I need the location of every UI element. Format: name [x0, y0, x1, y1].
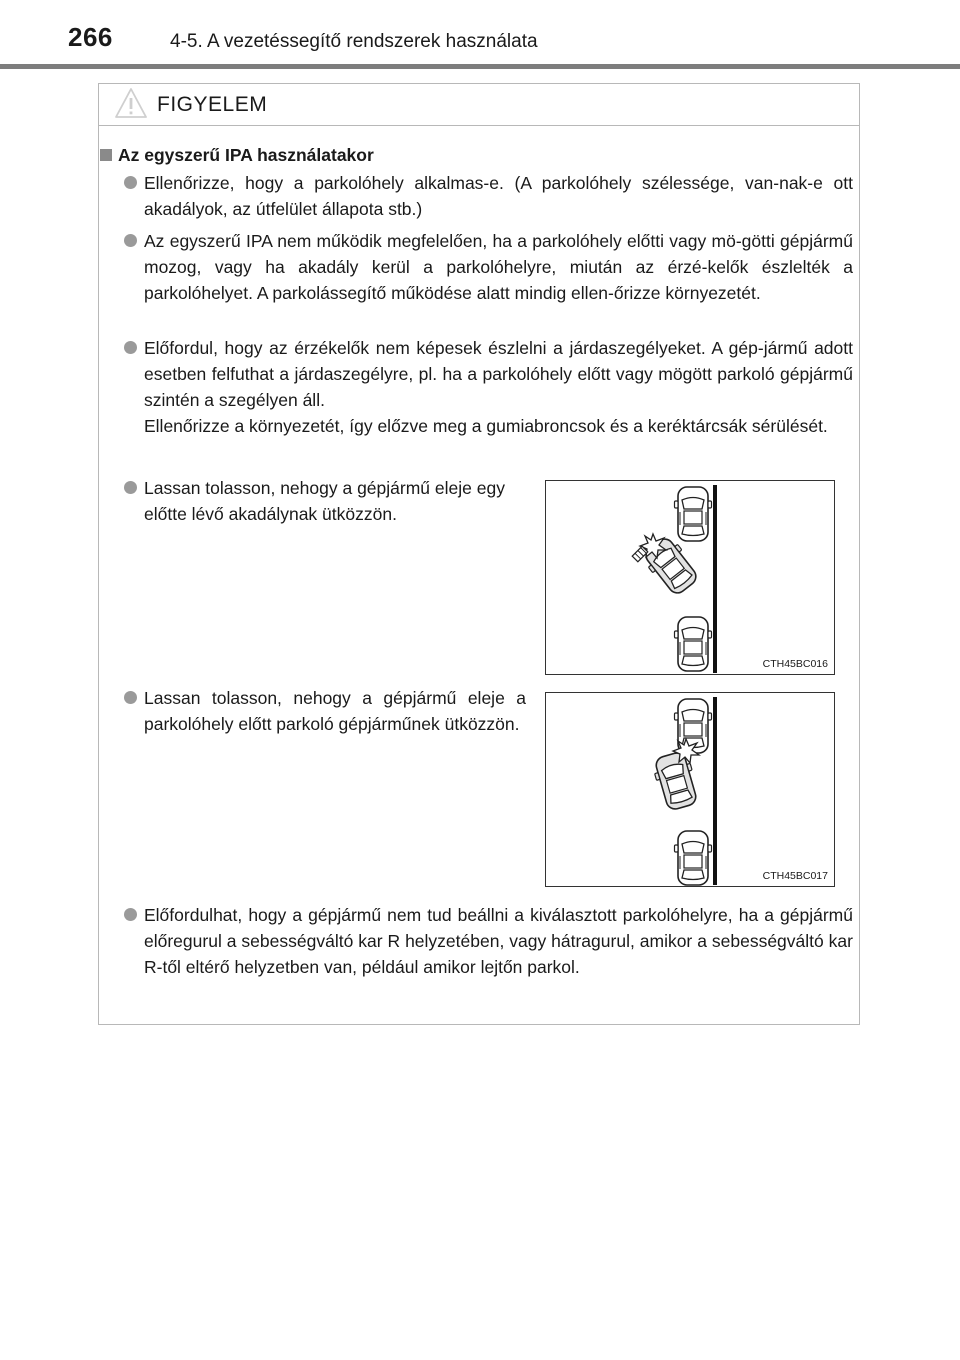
parking-diagram-2: [546, 693, 834, 886]
parking-diagram-1: [546, 481, 834, 674]
warning-triangle-icon: [114, 87, 148, 119]
figure-parked-car: [545, 692, 835, 887]
list-item: [144, 685, 526, 737]
parked-car-icon: [675, 831, 712, 885]
list-item: [144, 170, 853, 222]
list-item-text: Előfordulhat, hogy a gépjármű nem tud beállni a kiválasztott parkolóhelyre, ha a gépjármű előregurul a sebességváltó kar R helyzetében, vagy hátragurul, amikor a sebességváltó kar R-től eltérő helyzetben van, például amikor lejtőn parkol.: [144, 905, 853, 977]
list-item-text: Az egyszerű IPA nem működik megfelelően, ha a parkolóhely előtti vagy mö-götti gépjármű mozog, vagy ha akadály kerül a parkolóhelyre, miután az érzé-kelők észlelték a parkolóhelyet. A parkolássegítő működése alatt mindig ellen-őrizze környezetét.: [144, 231, 853, 303]
parked-car-icon: [675, 487, 712, 541]
list-item-text: Lassan tolasson, nehogy a gépjármű eleje egy előtte lévő akadálynak ütközzön.: [144, 478, 505, 524]
header-rule: [0, 64, 960, 69]
list-item-note: Ellenőrizze a környezetét, így előzve meg a gumiabroncsok és a keréktárcsák sérülését.: [144, 416, 828, 436]
list-item: [144, 475, 526, 527]
bullet-icon: [124, 176, 137, 189]
page-number: 266: [68, 22, 113, 52]
figure-code: CTH45BC016: [762, 658, 828, 670]
figure-code: CTH45BC017: [762, 870, 828, 882]
bullet-icon: [124, 341, 137, 354]
figure-obstacle: [545, 480, 835, 675]
curb-line: [713, 485, 717, 673]
list-item-text: Lassan tolasson, nehogy a gépjármű eleje a parkolóhely előtt parkoló gépjárműnek ütközzön.: [144, 688, 526, 734]
curb-line: [713, 697, 717, 885]
list-item-text: Ellenőrizze, hogy a parkolóhely alkalmas-e. (A parkolóhely szélessége, van-nak-e ott akadályok, az útfelület állapota stb.): [144, 173, 853, 219]
section-heading: [100, 145, 374, 166]
bullet-icon: [124, 234, 137, 247]
list-item: [144, 228, 853, 306]
bullet-icon: [124, 481, 137, 494]
warning-label: FIGYELEM: [157, 93, 268, 116]
list-item: [144, 902, 853, 980]
page-header: [0, 0, 960, 70]
parked-car-icon: [675, 617, 712, 671]
reversing-car-icon: [651, 750, 701, 812]
chapter-title: 4-5. A vezetéssegítő rendszerek használata: [170, 31, 538, 52]
warning-header: [99, 84, 859, 126]
section-title: Az egyszerű IPA használatakor: [118, 145, 374, 165]
bullet-icon: [124, 691, 137, 704]
square-bullet-icon: [100, 149, 112, 161]
list-item-text: Előfordul, hogy az érzékelők nem képesek észlelni a járdaszegélyeket. A gép-jármű adott esetben felfuthat a járdaszegélyre, pl. ha a parkolóhely előtt vagy mögött parkoló gépjármű szintén a szegélyen áll.: [144, 338, 853, 410]
list-item: [144, 335, 853, 439]
bullet-icon: [124, 908, 137, 921]
